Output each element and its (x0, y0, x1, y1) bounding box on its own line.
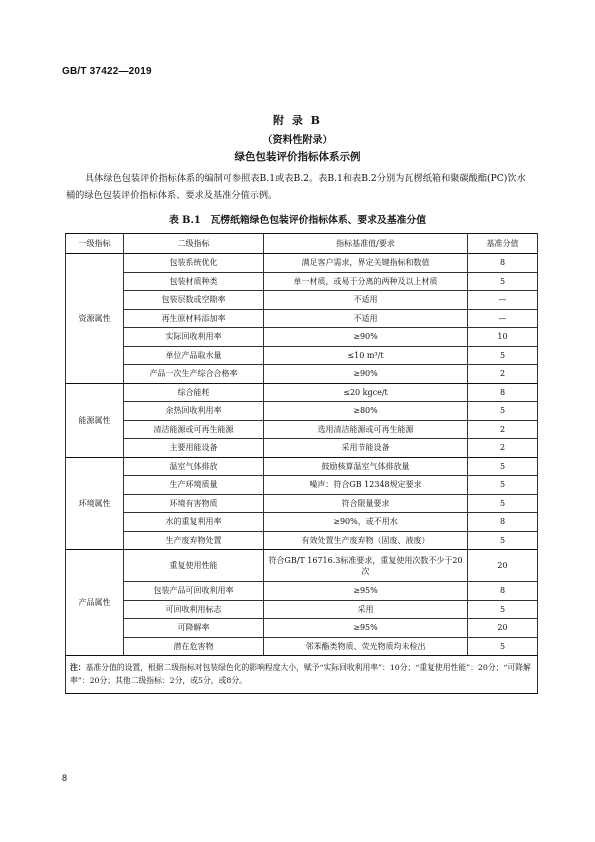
requirement-cell: ≥90% (264, 328, 468, 347)
table-header-row (66, 234, 538, 254)
score-cell: 5 (468, 600, 538, 619)
score-cell: 10 (468, 328, 538, 347)
table-row (66, 383, 538, 402)
requirement-cell: 符合限量要求 (264, 494, 468, 513)
table-row (66, 513, 538, 532)
group-energy: 能源属性 (66, 383, 124, 457)
indicator-cell: 实际回收利用率 (124, 328, 264, 347)
indicator-cell: 水的重复利用率 (124, 513, 264, 532)
table-row (66, 619, 538, 638)
indicator-cell: 生产废弃物处置 (124, 531, 264, 550)
table-caption: 表 B.1 瓦楞纸箱绿色包装评价指标体系、要求及基准分值 (168, 215, 427, 226)
intro-paragraph: 具体绿色包装评价指标体系的编制可参照表B.1或表B.2。表B.1和表B.2分别为瓦楞纸箱和聚碳酸酯(PC)饮水桶的绿色包装评价指标体系、要求及基准分值示例。 (66, 173, 526, 201)
table-row (66, 328, 538, 347)
score-cell: 8 (468, 254, 538, 273)
table-row (66, 550, 538, 582)
table-row (66, 637, 538, 656)
table-row (66, 494, 538, 513)
appendix-subject: 绿色包装评价指标体系示例 (234, 151, 361, 163)
header-level2: 二级指标 (124, 234, 264, 254)
score-cell: — (468, 309, 538, 328)
indicator-cell: 主要用能设备 (124, 439, 264, 458)
table-row (66, 439, 538, 458)
indicator-cell: 单位产品取水量 (124, 346, 264, 365)
score-cell: 2 (468, 439, 538, 458)
indicator-table (65, 233, 538, 694)
indicator-cell: 包装层数或空隙率 (124, 291, 264, 310)
requirement-cell: 满足客户需求，界定关键指标和数值 (264, 254, 468, 273)
requirement-cell: ≤20 kgce/t (264, 383, 468, 402)
requirement-cell: 有效处置生产废弃物（固废、液废） (264, 531, 468, 550)
table-note-row (66, 656, 538, 694)
indicator-cell: 清洁能源或可再生能源 (124, 420, 264, 439)
requirement-cell: ≤10 m³/t (264, 346, 468, 365)
indicator-cell: 潜在危害物 (124, 637, 264, 656)
indicator-cell: 可回收利用标志 (124, 600, 264, 619)
page-number: 8 (62, 773, 68, 783)
score-cell: 5 (468, 272, 538, 291)
header-requirement: 指标基准值/要求 (264, 234, 468, 254)
requirement-cell: 单一材质，或易于分离的两种及以上材质 (264, 272, 468, 291)
table-row (66, 402, 538, 421)
score-cell: 5 (468, 531, 538, 550)
table-row (66, 600, 538, 619)
standard-code: GB/T 37422—2019 (62, 66, 152, 77)
score-cell: 5 (468, 402, 538, 421)
indicator-cell: 余热回收利用率 (124, 402, 264, 421)
requirement-cell: ≥80% (264, 402, 468, 421)
score-cell: 20 (468, 550, 538, 582)
header-level1: 一级指标 (66, 234, 124, 254)
score-cell: 2 (468, 365, 538, 384)
table-row (66, 346, 538, 365)
indicator-cell: 包装材质种类 (124, 272, 264, 291)
requirement-cell: ≥95% (264, 582, 468, 601)
requirement-cell: 选用清洁能源或可再生能源 (264, 420, 468, 439)
table-row (66, 420, 538, 439)
requirement-cell: 不适用 (264, 309, 468, 328)
indicator-cell: 包装产品可回收利用率 (124, 582, 264, 601)
table-row (66, 272, 538, 291)
table-row (66, 457, 538, 476)
appendix-nature: （资料性附录） (262, 135, 333, 146)
score-cell: 2 (468, 420, 538, 439)
indicator-cell: 包装系统优化 (124, 254, 264, 273)
score-cell: 5 (468, 494, 538, 513)
indicator-cell: 可降解率 (124, 619, 264, 638)
score-cell: 5 (468, 457, 538, 476)
indicator-cell: 环境有害物质 (124, 494, 264, 513)
table-row (66, 582, 538, 601)
indicator-cell: 产品一次生产综合合格率 (124, 365, 264, 384)
header-score: 基准分值 (468, 234, 538, 254)
requirement-cell: 采用 (264, 600, 468, 619)
table-row (66, 365, 538, 384)
score-cell: 8 (468, 582, 538, 601)
requirement-cell: 不适用 (264, 291, 468, 310)
table-row (66, 309, 538, 328)
requirement-cell: 符合GB/T 16716.3标准要求，重复使用次数不少于20次 (264, 550, 468, 582)
requirement-cell: 鼓励核算温室气体排放量 (264, 457, 468, 476)
table-row (66, 476, 538, 495)
group-product: 产品属性 (66, 550, 124, 656)
requirement-cell: ≥90%，或不用水 (264, 513, 468, 532)
indicator-cell: 重复使用性能 (124, 550, 264, 582)
note-text: 基准分值的设置，根据二级指标对包装绿色化的影响程度大小，赋予“实际回收利用率”：10分；“重复使用性能”：20分；“可降解率”：20分；其他二级指标：2分，或5分，或8分。 (70, 663, 531, 685)
score-cell: 8 (468, 513, 538, 532)
appendix-title: 附 录 B (273, 114, 322, 127)
score-cell: — (468, 291, 538, 310)
score-cell: 8 (468, 383, 538, 402)
indicator-cell: 综合能耗 (124, 383, 264, 402)
score-cell: 5 (468, 476, 538, 495)
score-cell: 20 (468, 619, 538, 638)
indicator-cell: 再生原材料添加率 (124, 309, 264, 328)
requirement-cell: 采用节能设备 (264, 439, 468, 458)
indicator-cell: 生产环境质量 (124, 476, 264, 495)
table-note (66, 656, 538, 694)
group-resource: 资源属性 (66, 254, 124, 384)
table-row (66, 291, 538, 310)
group-environment: 环境属性 (66, 457, 124, 550)
table-row (66, 531, 538, 550)
score-cell: 5 (468, 346, 538, 365)
table-row (66, 254, 538, 273)
requirement-cell: 邻苯酯类物质、荧光物质均未检出 (264, 637, 468, 656)
requirement-cell: ≥90% (264, 365, 468, 384)
score-cell: 5 (468, 637, 538, 656)
requirement-cell: 噪声：符合GB 12348规定要求 (264, 476, 468, 495)
indicator-cell: 温室气体排放 (124, 457, 264, 476)
requirement-cell: ≥95% (264, 619, 468, 638)
note-label: 注： (70, 663, 86, 672)
